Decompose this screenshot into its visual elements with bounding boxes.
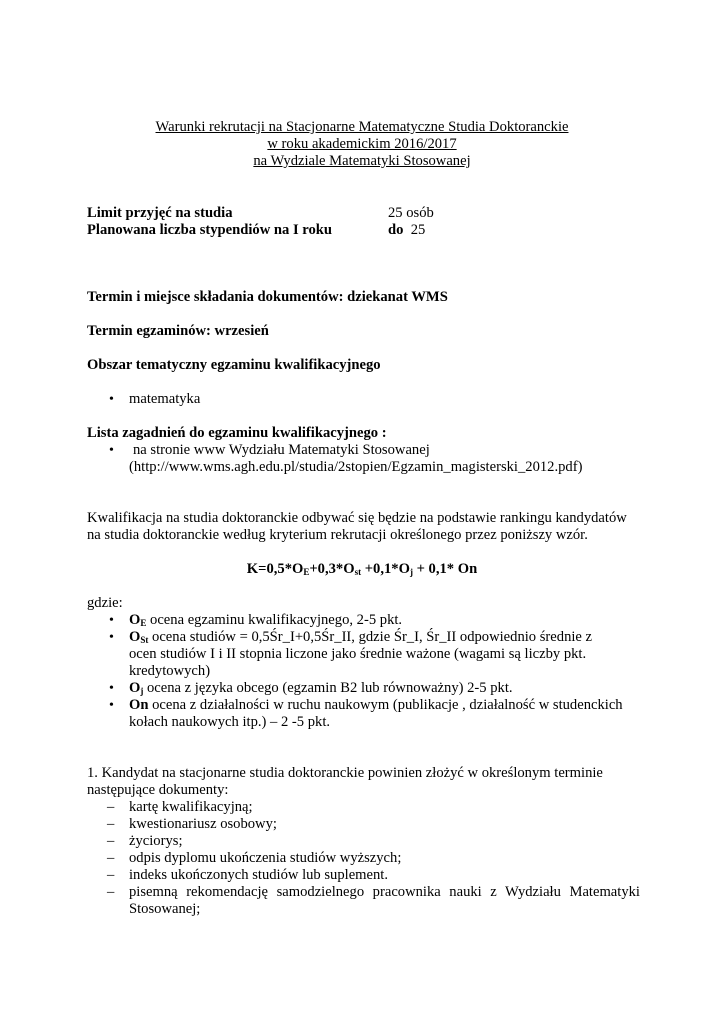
header-line-2: w roku akademickim 2016/2017 xyxy=(267,136,457,152)
component-on-line-1: On ocena z działalności w ruchu naukowym (publikacje , działalność w studenckich xyxy=(129,697,623,713)
stipend-number: 25 xyxy=(410,222,426,238)
topics-title: Lista zagadnień do egzaminu kwalifikacyjnego : xyxy=(87,425,387,441)
document-item: pisemną rekomendację samodzielnego pracownika nauki z Wydziału Matematyki xyxy=(129,884,640,900)
document-item-continuation: Stosowanej; xyxy=(129,901,201,917)
component-oj: $O_j$ ocena z języka obcego (egzamin B2 lub równoważny) 2-5 pkt. xyxy=(129,680,513,696)
component-oe: $O_E$ ocena egzaminu kwalifikacyjnego, 2-5 pkt. xyxy=(129,612,403,628)
dash-icon: – xyxy=(107,833,115,849)
dash-icon: – xyxy=(107,816,115,832)
exam-date: Termin egzaminów: wrzesień xyxy=(87,323,269,339)
where-label: gdzie: xyxy=(87,595,123,611)
bullet-icon: • xyxy=(109,681,114,696)
header-line-3: na Wydziale Matematyki Stosowanej xyxy=(253,153,471,169)
bullet-icon: • xyxy=(109,443,114,458)
topics-link[interactable]: (http://www.wms.agh.edu.pl/studia/2stopien/Egzamin_magisterski_2012.pdf) xyxy=(129,459,583,475)
stipend-label: Planowana liczba stypendiów na I roku xyxy=(87,222,333,238)
dash-icon: – xyxy=(107,884,115,900)
bullet-icon: • xyxy=(109,698,114,713)
documents-intro-line-2: następujące dokumenty: xyxy=(87,782,229,798)
component-on-line-2: kołach naukowych itp.) – 2 -5 pkt. xyxy=(129,714,331,730)
documents-intro-line-1: 1. Kandydat na stacjonarne studia doktoranckie powinien złożyć w określonym terminie xyxy=(87,765,603,781)
qualification-line-1: Kwalifikacja na studia doktoranckie odbywać się będzie na podstawie rankingu kandydatów xyxy=(87,510,627,526)
topics-item-line-1: na stronie www Wydziału Matematyki Stosowanej xyxy=(133,442,430,458)
admission-limit-label: Limit przyjęć na studia xyxy=(87,205,233,221)
dash-icon: – xyxy=(107,867,115,883)
component-ost-line-2: ocen studiów I i II stopnia liczone jako średnie ważone (wagami są liczby pkt. xyxy=(129,646,587,662)
dash-icon: – xyxy=(107,799,115,815)
bullet-icon: • xyxy=(109,630,114,645)
submission-info: Termin i miejsce składania dokumentów: dziekanat WMS xyxy=(87,289,448,305)
bullet-icon: • xyxy=(109,613,114,628)
component-ost-line-3: kredytowych) xyxy=(129,663,211,679)
document-item: odpis dyplomu ukończenia studiów wyższych; xyxy=(129,850,402,866)
formula: $K=0,5*O_E+0,3*O_{st} +0,1*O_j + 0,1*$ On xyxy=(246,561,478,577)
dash-icon: – xyxy=(107,850,115,866)
exam-scope-item: matematyka xyxy=(129,391,201,407)
stipend-prefix: do xyxy=(388,222,404,238)
document-item: indeks ukończonych studiów lub suplement. xyxy=(129,867,389,883)
bullet-icon: • xyxy=(109,392,114,407)
component-ost-line-1: $O_{St}$ ocena studiów = 0,5Śr_I+0,5Śr_II, gdzie Śr_I, Śr_II odpowiednio średnie z xyxy=(129,629,593,645)
stipend-value xyxy=(388,222,425,239)
document-item: kartę kwalifikacyjną; xyxy=(129,799,253,815)
document-item: życiorys; xyxy=(129,833,183,849)
qualification-line-2: na studia doktoranckie według kryterium rekrutacji określonego przez poniższy wzór. xyxy=(87,527,588,543)
exam-scope-title: Obszar tematyczny egzaminu kwalifikacyjnego xyxy=(87,357,381,373)
admission-limit-value: 25 osób xyxy=(388,205,434,221)
header-line-1: Warunki rekrutacji na Stacjonarne Matematyczne Studia Doktoranckie xyxy=(155,119,569,135)
document-item: kwestionariusz osobowy; xyxy=(129,816,277,832)
